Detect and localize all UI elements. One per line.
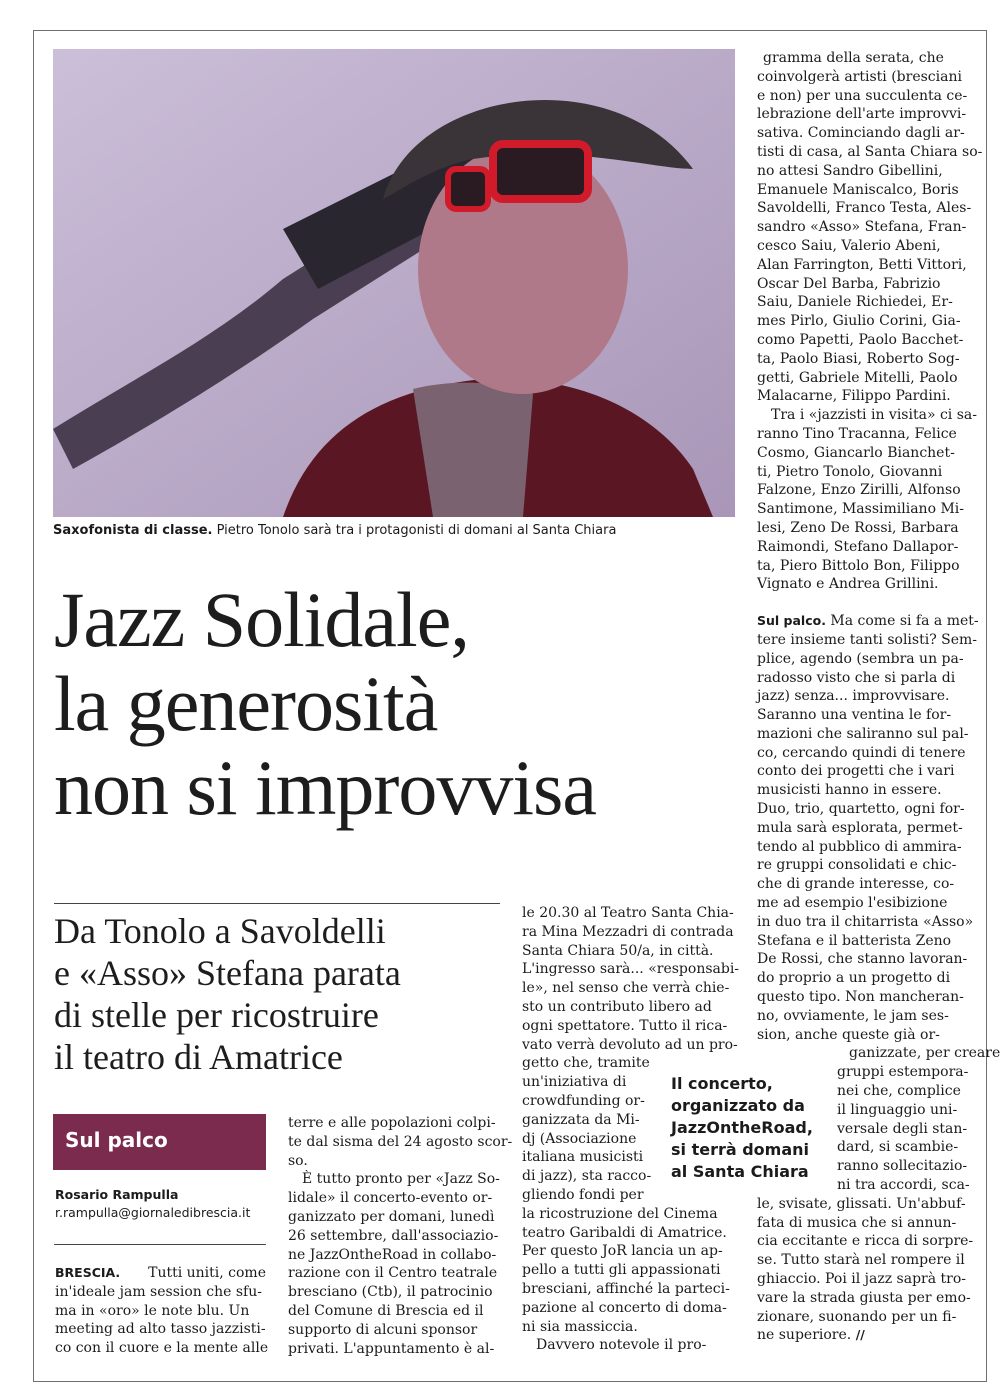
text-line: ti, Pietro Tonolo, Giovanni — [757, 463, 943, 480]
dateline: BRESCIA. — [55, 1265, 121, 1280]
text-line: zionare, suonando per un fi- — [757, 1308, 957, 1325]
text-line: conto dei progetti che i vari — [757, 763, 955, 780]
text-line: ogni spettatore. Tutto il rica- — [522, 1017, 728, 1034]
article-subheadline — [54, 910, 504, 1078]
text-line: sion, anche queste già or- — [757, 1026, 940, 1043]
text-line — [757, 612, 979, 631]
text-span: ne superiore. — [757, 1327, 852, 1344]
text-line: le 20.30 al Teatro Santa Chia- — [522, 905, 734, 921]
text-line: Raimondi, Stefano Dallapor- — [757, 538, 959, 555]
text-line: ne JazzOntheRoad in collabo- — [288, 1246, 497, 1263]
text-line: supporto di alcuni sponsor — [288, 1321, 478, 1338]
text-line: tendo al pubblico di ammira- — [757, 838, 962, 855]
text-line: Saiu, Daniele Richiedei, Er- — [757, 294, 953, 311]
column-4 — [757, 49, 1000, 1345]
text-line: in'ideale jam session che sfu- — [55, 1283, 262, 1300]
text-line: Stefana e il batterista Zeno — [757, 932, 952, 949]
section-label — [53, 1114, 266, 1170]
text-line: De Rossi, che stanno lavoran- — [757, 951, 968, 968]
pull-quote-line: si terrà domani — [671, 1140, 810, 1159]
caption-lead: Saxofonista di classe. — [53, 523, 213, 538]
text-line: no, ovviamente, le jam ses- — [757, 1007, 949, 1024]
text-line: sativa. Cominciando dagli ar- — [757, 125, 965, 142]
divider — [54, 1244, 266, 1245]
author-email: r.rampulla@giornaledibrescia.it — [55, 1205, 251, 1220]
end-mark: // — [855, 1327, 865, 1343]
text-line: ta, Paolo Biasi, Roberto Sog- — [757, 350, 960, 367]
text-line: ni sia massiccia. — [522, 1318, 638, 1335]
text-line: sto un contributo libero ad — [522, 998, 712, 1015]
text-line: un'iniziativa di — [522, 1074, 627, 1091]
headline-line: Jazz Solidale, — [54, 576, 469, 663]
text-line: mazioni che saliranno sul pal- — [757, 725, 969, 742]
text-line: Falzone, Enzo Zirilli, Alfonso — [757, 482, 961, 499]
text-line: lebrazione dell'arte improvvi- — [757, 106, 967, 123]
text-line: so. — [288, 1152, 308, 1169]
text-line: no attesi Sandro Gibellini, — [757, 162, 943, 179]
text-line: ganizzato per domani, lunedì — [288, 1208, 495, 1225]
text-line — [55, 1264, 266, 1283]
text-line: razione con il Centro teatrale — [288, 1265, 498, 1282]
headline-line: la generosità — [54, 660, 438, 747]
text-line: mes Pirlo, Giulio Corini, Gia- — [757, 313, 961, 330]
subsection-lead: Sul palco. — [757, 613, 826, 629]
text-line: do proprio a un progetto di — [757, 970, 951, 987]
text-line: che di grande interesse, co- — [757, 876, 955, 893]
author-name: Rosario Rampulla — [55, 1187, 179, 1202]
subhead-line: di stelle per ricostruire — [54, 995, 379, 1035]
text-line: ra Mina Mezzadri di contrada — [522, 923, 734, 940]
text-line: gliendo fondi per — [522, 1186, 644, 1203]
text-line: Davvero notevole il pro- — [536, 1337, 707, 1354]
text-line: Cosmo, Giancarlo Bianchet- — [757, 444, 955, 461]
column-2 — [288, 1114, 513, 1358]
text-line: privati. L'appuntamento è al- — [288, 1340, 495, 1357]
text-line: vare la strada giusta per emo- — [757, 1289, 971, 1306]
text-line: gruppi estempora- — [837, 1064, 969, 1081]
text-line: vato verrà devoluto ad un pro- — [522, 1036, 738, 1053]
photo-caption — [53, 523, 743, 539]
text-line: il linguaggio uni- — [837, 1101, 958, 1118]
text-line: tisti di casa, al Santa Chiara so- — [757, 143, 983, 160]
text-line: Duo, trio, quartetto, ogni for- — [757, 801, 965, 818]
text-line: cia eccitante e ricca di sorpre- — [757, 1233, 974, 1250]
pull-quote-line: al Santa Chiara — [671, 1162, 809, 1181]
text-line: 26 settembre, dall'associazio- — [288, 1227, 499, 1244]
text-line: Tra i «jazzisti in visita» ci sa- — [771, 407, 977, 424]
text-line: le, svisate, glissati. Un'abbuf- — [757, 1195, 966, 1212]
text-line: tere insieme tanti solisti? Sem- — [757, 631, 978, 648]
byline — [55, 1186, 275, 1222]
text-line: Per questo JoR lancia un ap- — [522, 1243, 723, 1260]
text-line: Santa Chiara 50/a, in città. — [522, 942, 714, 959]
text-line: lesi, Zeno De Rossi, Barbara — [757, 519, 959, 536]
text-line: radosso visto che si parla di — [757, 669, 956, 686]
text-line: e non) per una succulenta ce- — [757, 87, 968, 104]
text-line: Savoldelli, Franco Testa, Ales- — [757, 200, 972, 217]
text-line: nei che, complice — [837, 1083, 961, 1100]
text-line: Santimone, Massimiliano Mi- — [757, 501, 964, 518]
text-line: ganizzate, per creare — [849, 1045, 1000, 1062]
text-line: coinvolgerà artisti (bresciani — [757, 68, 962, 85]
text-line: di jazz), sta racco- — [522, 1168, 652, 1185]
section-label-text: Sul palco — [65, 1128, 168, 1152]
text-line: terre e alle popolazioni colpi- — [288, 1115, 496, 1131]
text-line: sandro «Asso» Stefana, Fran- — [757, 219, 967, 236]
text-line: lidale» il concerto-evento or- — [288, 1190, 493, 1207]
text-line: getto che, tramite — [522, 1055, 650, 1072]
subhead-line: il teatro di Amatrice — [54, 1037, 343, 1077]
text-span: Tutti uniti, come — [148, 1265, 266, 1281]
text-line: bresciani, affinché la parteci- — [522, 1280, 730, 1297]
text-line: Saranno una ventina le for- — [757, 707, 952, 724]
text-line: dj (Associazione — [522, 1130, 637, 1147]
text-line: pazione al concerto di doma- — [522, 1299, 727, 1316]
text-span: Ma come si fa a met- — [830, 613, 979, 630]
caption-text: Pietro Tonolo sarà tra i protagonisti di domani al Santa Chiara — [212, 523, 617, 538]
text-line: pello a tutti gli appassionati — [522, 1262, 721, 1279]
text-line: Alan Farrington, Betti Vittori, — [757, 256, 967, 273]
text-line: Emanuele Maniscalco, Boris — [757, 181, 959, 198]
text-line: mula sarà esplorata, permet- — [757, 819, 963, 836]
headline-line: non si improvvisa — [54, 744, 596, 831]
text-line: bresciano (Ctb), il patrocinio — [288, 1284, 493, 1301]
text-line: ghiaccio. Poi il jazz saprà tro- — [757, 1271, 967, 1287]
pull-quote-line: Il concerto, — [671, 1074, 773, 1093]
text-line: ganizzata da Mi- — [522, 1111, 640, 1128]
text-line: plice, agendo (sembra un pa- — [757, 650, 964, 667]
text-line: co, cercando quindi di tenere — [757, 744, 966, 761]
text-line: como Papetti, Paolo Bacchet- — [757, 331, 964, 348]
text-line: in duo tra il chitarrista «Asso» — [757, 913, 974, 930]
article-headline — [54, 578, 714, 830]
text-line: del Comune di Brescia ed il — [288, 1302, 484, 1319]
text-line: musicisti hanno in essere. — [757, 782, 942, 799]
text-line: co con il cuore e la mente alle — [55, 1340, 269, 1357]
text-line: gramma della serata, che — [763, 50, 944, 66]
text-line: ta, Piero Bittolo Bon, Filippo — [757, 557, 960, 574]
text-line: ranno sollecitazio- — [837, 1158, 968, 1175]
text-line: È tutto pronto per «Jazz So- — [302, 1171, 500, 1188]
text-line: getti, Gabriele Mitelli, Paolo — [757, 369, 958, 386]
text-line: cesco Saiu, Valerio Abeni, — [757, 237, 941, 254]
text-line: Oscar Del Barba, Fabrizio — [757, 275, 941, 292]
subhead-line: e «Asso» Stefana parata — [54, 953, 401, 993]
text-line: crowdfunding or- — [522, 1092, 645, 1109]
text-line: te dal sisma del 24 agosto scor- — [288, 1133, 513, 1150]
text-line: meeting ad alto tasso jazzisti- — [55, 1321, 266, 1338]
photo-illustration — [53, 49, 735, 517]
text-line: re gruppi consolidati e chic- — [757, 857, 957, 874]
saxophonist-photo — [53, 49, 735, 517]
column-1 — [55, 1264, 269, 1358]
text-line: ranno Tino Tracanna, Felice — [757, 425, 957, 442]
subhead-line: Da Tonolo a Savoldelli — [54, 911, 386, 951]
text-line: L'ingresso sarà... «responsabi- — [522, 961, 740, 978]
text-line: jazz) senza... improvvisare. — [757, 688, 950, 705]
text-line — [757, 1326, 972, 1345]
text-line: se. Tutto starà nel rompere il — [757, 1252, 965, 1269]
text-line: Malacarne, Filippo Pardini. — [757, 388, 951, 405]
text-line: versale degli stan- — [837, 1120, 968, 1137]
text-line: teatro Garibaldi di Amatrice. — [522, 1224, 727, 1241]
paragraph-gap — [757, 594, 972, 612]
text-line: italiana musicisti — [522, 1149, 644, 1166]
text-line: fata di musica che si annun- — [757, 1214, 957, 1231]
text-line: ma in «oro» le note blu. Un — [55, 1302, 250, 1319]
pull-quote-line: JazzOntheRoad, — [671, 1118, 813, 1137]
text-line: Vignato e Andrea Grillini. — [757, 576, 939, 593]
text-line: me ad esempio l'esibizione — [757, 895, 948, 912]
text-line: dard, si scambie- — [837, 1139, 959, 1156]
text-line: la ricostruzione del Cinema — [522, 1205, 718, 1222]
text-line: ni tra accordi, sca- — [837, 1177, 970, 1194]
pull-quote-line: organizzato da — [671, 1096, 805, 1115]
text-line: questo tipo. Non mancheran- — [757, 989, 964, 1006]
divider — [54, 903, 500, 904]
text-line: le», nel senso che verrà chie- — [522, 980, 730, 997]
